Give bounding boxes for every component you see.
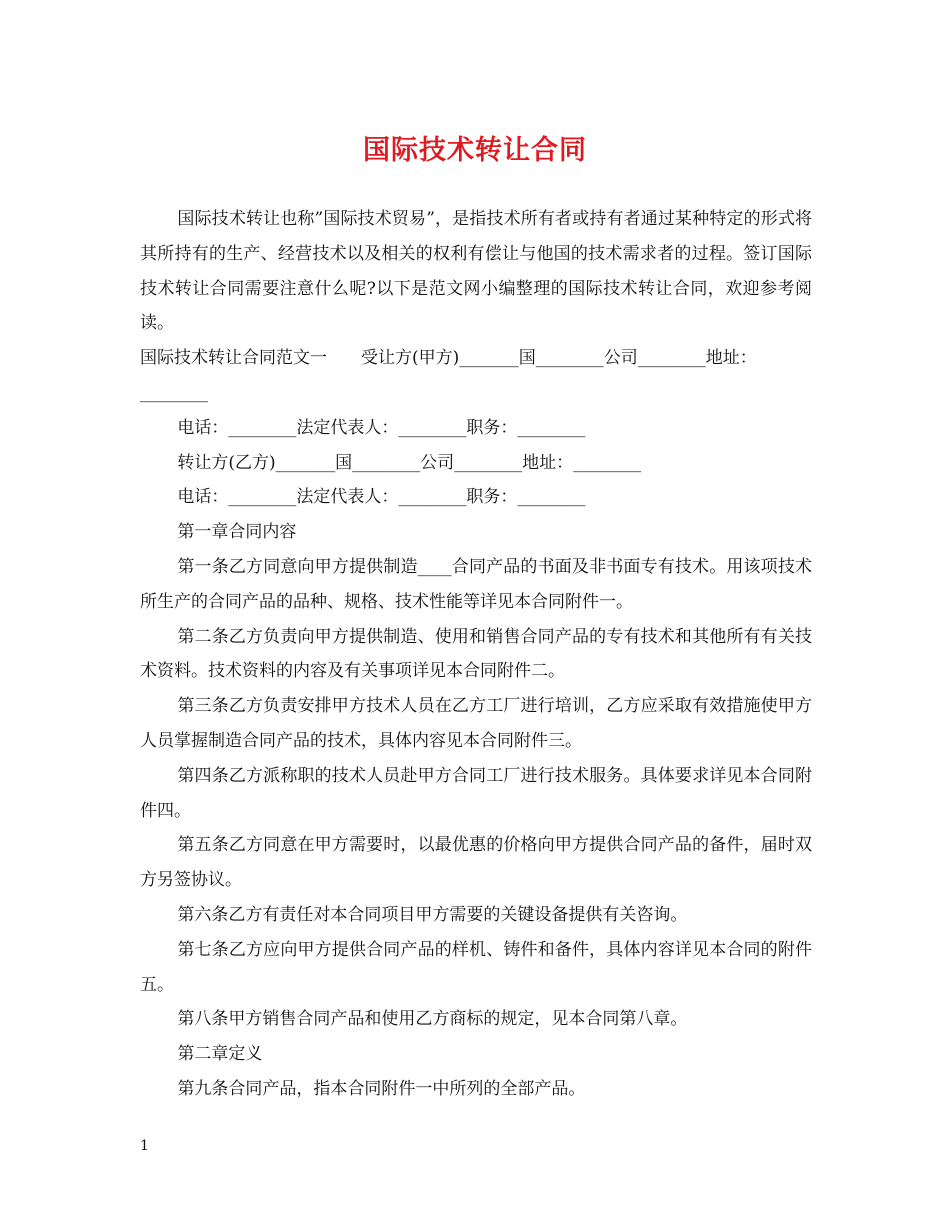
intro-paragraph: 国际技术转让也称”国际技术贸易”，是指技术所有者或持有者通过某种特定的形式将其所持有的生产、经营技术以及相关的权利有偿让与他国的技术需求者的过程。签订国际技术转让合同需要注意什么呢?以下是范文网小编整理的国际技术转让合同，欢迎参考阅读。 — [140, 209, 812, 334]
document-body — [140, 202, 812, 1107]
article-9: 第九条合同产品，指本合同附件一中所列的全部产品。 — [177, 1078, 586, 1099]
chapter-2-heading: 第二章定义 — [177, 1044, 263, 1065]
article-8: 第八条甲方销售合同产品和使用乙方商标的规定，见本合同第八章。 — [177, 1009, 688, 1030]
document-title: 国际技术转让合同 — [363, 135, 587, 166]
party-b-contact-line: 电话：________法定代表人：________职务：________ — [177, 487, 586, 508]
article-5: 第五条乙方同意在甲方需要时，以最优惠的价格向甲方提供合同产品的备件，届时双方另签协议。 — [140, 835, 812, 891]
party-a-contact-line: 电话：________法定代表人：________职务：________ — [177, 417, 586, 438]
article-7: 第七条乙方应向甲方提供合同产品的样机、铸件和备件，具体内容详见本合同的附件五。 — [140, 939, 812, 995]
page-number: 1 — [140, 1138, 149, 1154]
chapter-1-heading: 第一章合同内容 — [177, 522, 297, 543]
article-4: 第四条乙方派称职的技术人员赴甲方合同工厂进行技术服务。具体要求详见本合同附件四。 — [140, 765, 812, 821]
article-1: 第一条乙方同意向甲方提供制造____合同产品的书面及非书面专有技术。用该项技术所生产的合同产品的品种、规格、技术性能等详见本合同附件一。 — [140, 556, 812, 612]
article-6: 第六条乙方有责任对本合同项目甲方需要的关键设备提供有关咨询。 — [177, 904, 688, 925]
address-blank-line: ________ — [140, 382, 208, 403]
sample-heading-line: 国际技术转让合同范文一 受让方(甲方)_______国________公司________地址： — [140, 348, 757, 369]
article-2: 第二条乙方负责向甲方提供制造、使用和销售合同产品的专有技术和其他所有有关技术资料。技术资料的内容及有关事项详见本合同附件二。 — [140, 626, 812, 682]
article-3: 第三条乙方负责安排甲方技术人员在乙方工厂进行培训，乙方应采取有效措施使甲方人员掌握制造合同产品的技术，具体内容见本合同附件三。 — [140, 696, 812, 751]
party-b-line: 转让方(乙方)_______国________公司________地址：________ — [177, 452, 642, 473]
